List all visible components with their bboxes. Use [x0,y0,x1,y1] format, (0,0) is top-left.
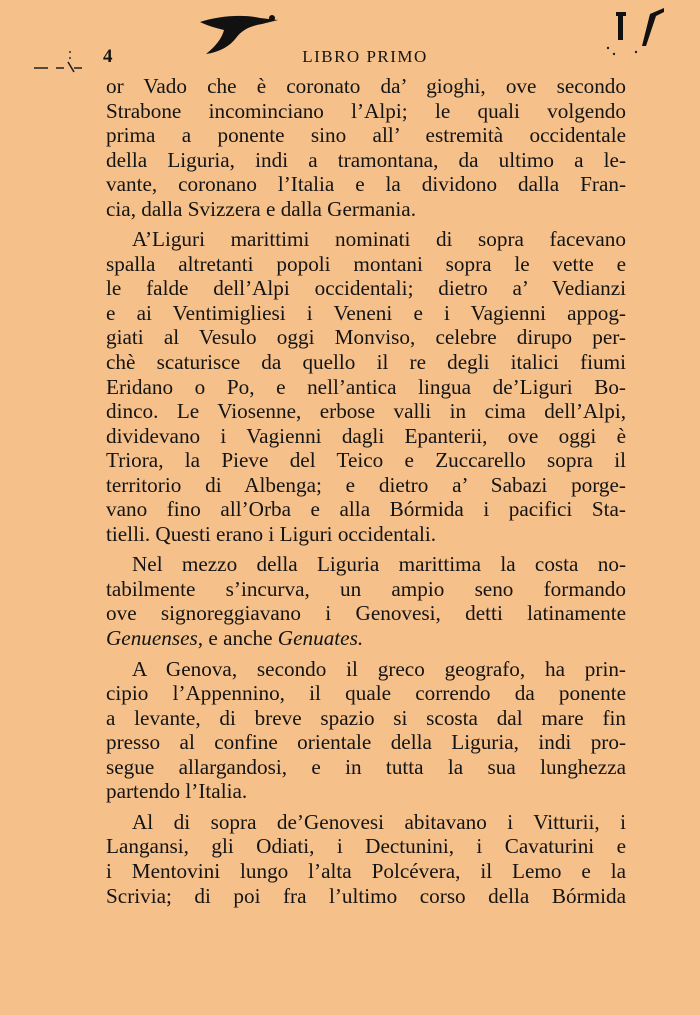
text-line: Eridano o Po, e nell’antica lingua de’Liguri Bo- [106,374,626,399]
text-line: a levante, di breve spazio si scosta dal mare fin [106,705,626,730]
text-line: Nel mezzo della Liguria marittima la costa no- [132,552,626,577]
text-line: cipio l’Appennino, il quale correndo da ponente [106,681,626,706]
text-line: A’Liguri marittimi nominati di sopra facevano [132,227,626,252]
paragraph [106,227,626,546]
paragraph [106,74,626,221]
text-line: cia, dalla Svizzera e dalla Germania. [106,196,416,221]
text-line: giati al Vesulo oggi Monviso, celebre dirupo per- [106,325,626,350]
text-line: le falde dell’Alpi occidentali; dietro a’ Vedianzi [106,276,626,301]
body-text [106,74,626,914]
text-line: i Mentovini lungo l’alta Polcévera, il Lemo e la [106,858,626,883]
page-header [0,44,700,74]
text-line: tielli. Questi erano i Liguri occidentali. [106,521,437,546]
text-line: partendo l’Italia. [106,779,248,804]
text-line: spalla altretanti popoli montani sopra le vette e [106,251,626,276]
paragraph [106,552,626,650]
paragraph [106,657,626,804]
text-line: e ai Ventimigliesi i Veneni e i Vagienni appog- [106,300,626,325]
text-line: chè scaturisce da quello il re degli italici fiumi [106,350,626,375]
text-line: presso al confine orientale della Liguria, indi pro- [106,730,626,755]
paragraph [106,810,626,908]
text-line: dinco. Le Viosenne, erbose valli in cima dell’Alpi, [106,399,626,424]
text-line: della Liguria, indi a tramontana, da ultimo a le- [106,147,626,172]
text-line: territorio di Albenga; e dietro a’ Sabazi porge- [106,472,626,497]
latin-term: Genuates. [277,626,364,651]
text-line: tabilmente s’incurva, un ampio seno formando [106,576,626,601]
text-line: Scrivia; di poi fra l’ultimo corso della Bórmida [106,883,626,908]
text-line: or Vado che è coronato da’ gioghi, ove secondo [106,74,626,98]
connector-text: e anche [203,626,278,651]
text-line: segue allargandosi, e in tutta la sua lunghezza [106,754,626,779]
text-line-latin-terms [106,626,626,651]
text-line: vano fino all’Orba e alla Bórmida i pacifici Sta- [106,497,626,522]
text-line: Strabone incominciano l’Alpi; le quali volgendo [106,98,626,123]
page-number: 4 [103,46,113,67]
text-line: vante, coronano l’Italia e la dividono dalla Fran- [106,172,626,197]
text-line: Langansi, gli Odiati, i Dectunini, i Cavaturini e [106,834,626,859]
text-line: ove signoreggiavano i Genovesi, detti latinamente [106,601,626,626]
running-title: LIBRO PRIMO [302,47,428,66]
text-line: Triora, la Pieve del Teico e Zuccarello sopra il [106,448,626,473]
latin-term: Genuenses, [106,626,204,651]
text-line: prima a ponente sino all’ estremità occidentale [106,123,626,148]
text-line: dividevano i Vagienni dagli Epanterii, ove oggi è [106,423,626,448]
text-line: Al di sopra de’Genovesi abitavano i Vitturii, i [132,809,626,834]
text-line: A Genova, secondo il greco geografo, ha prin- [132,656,626,681]
